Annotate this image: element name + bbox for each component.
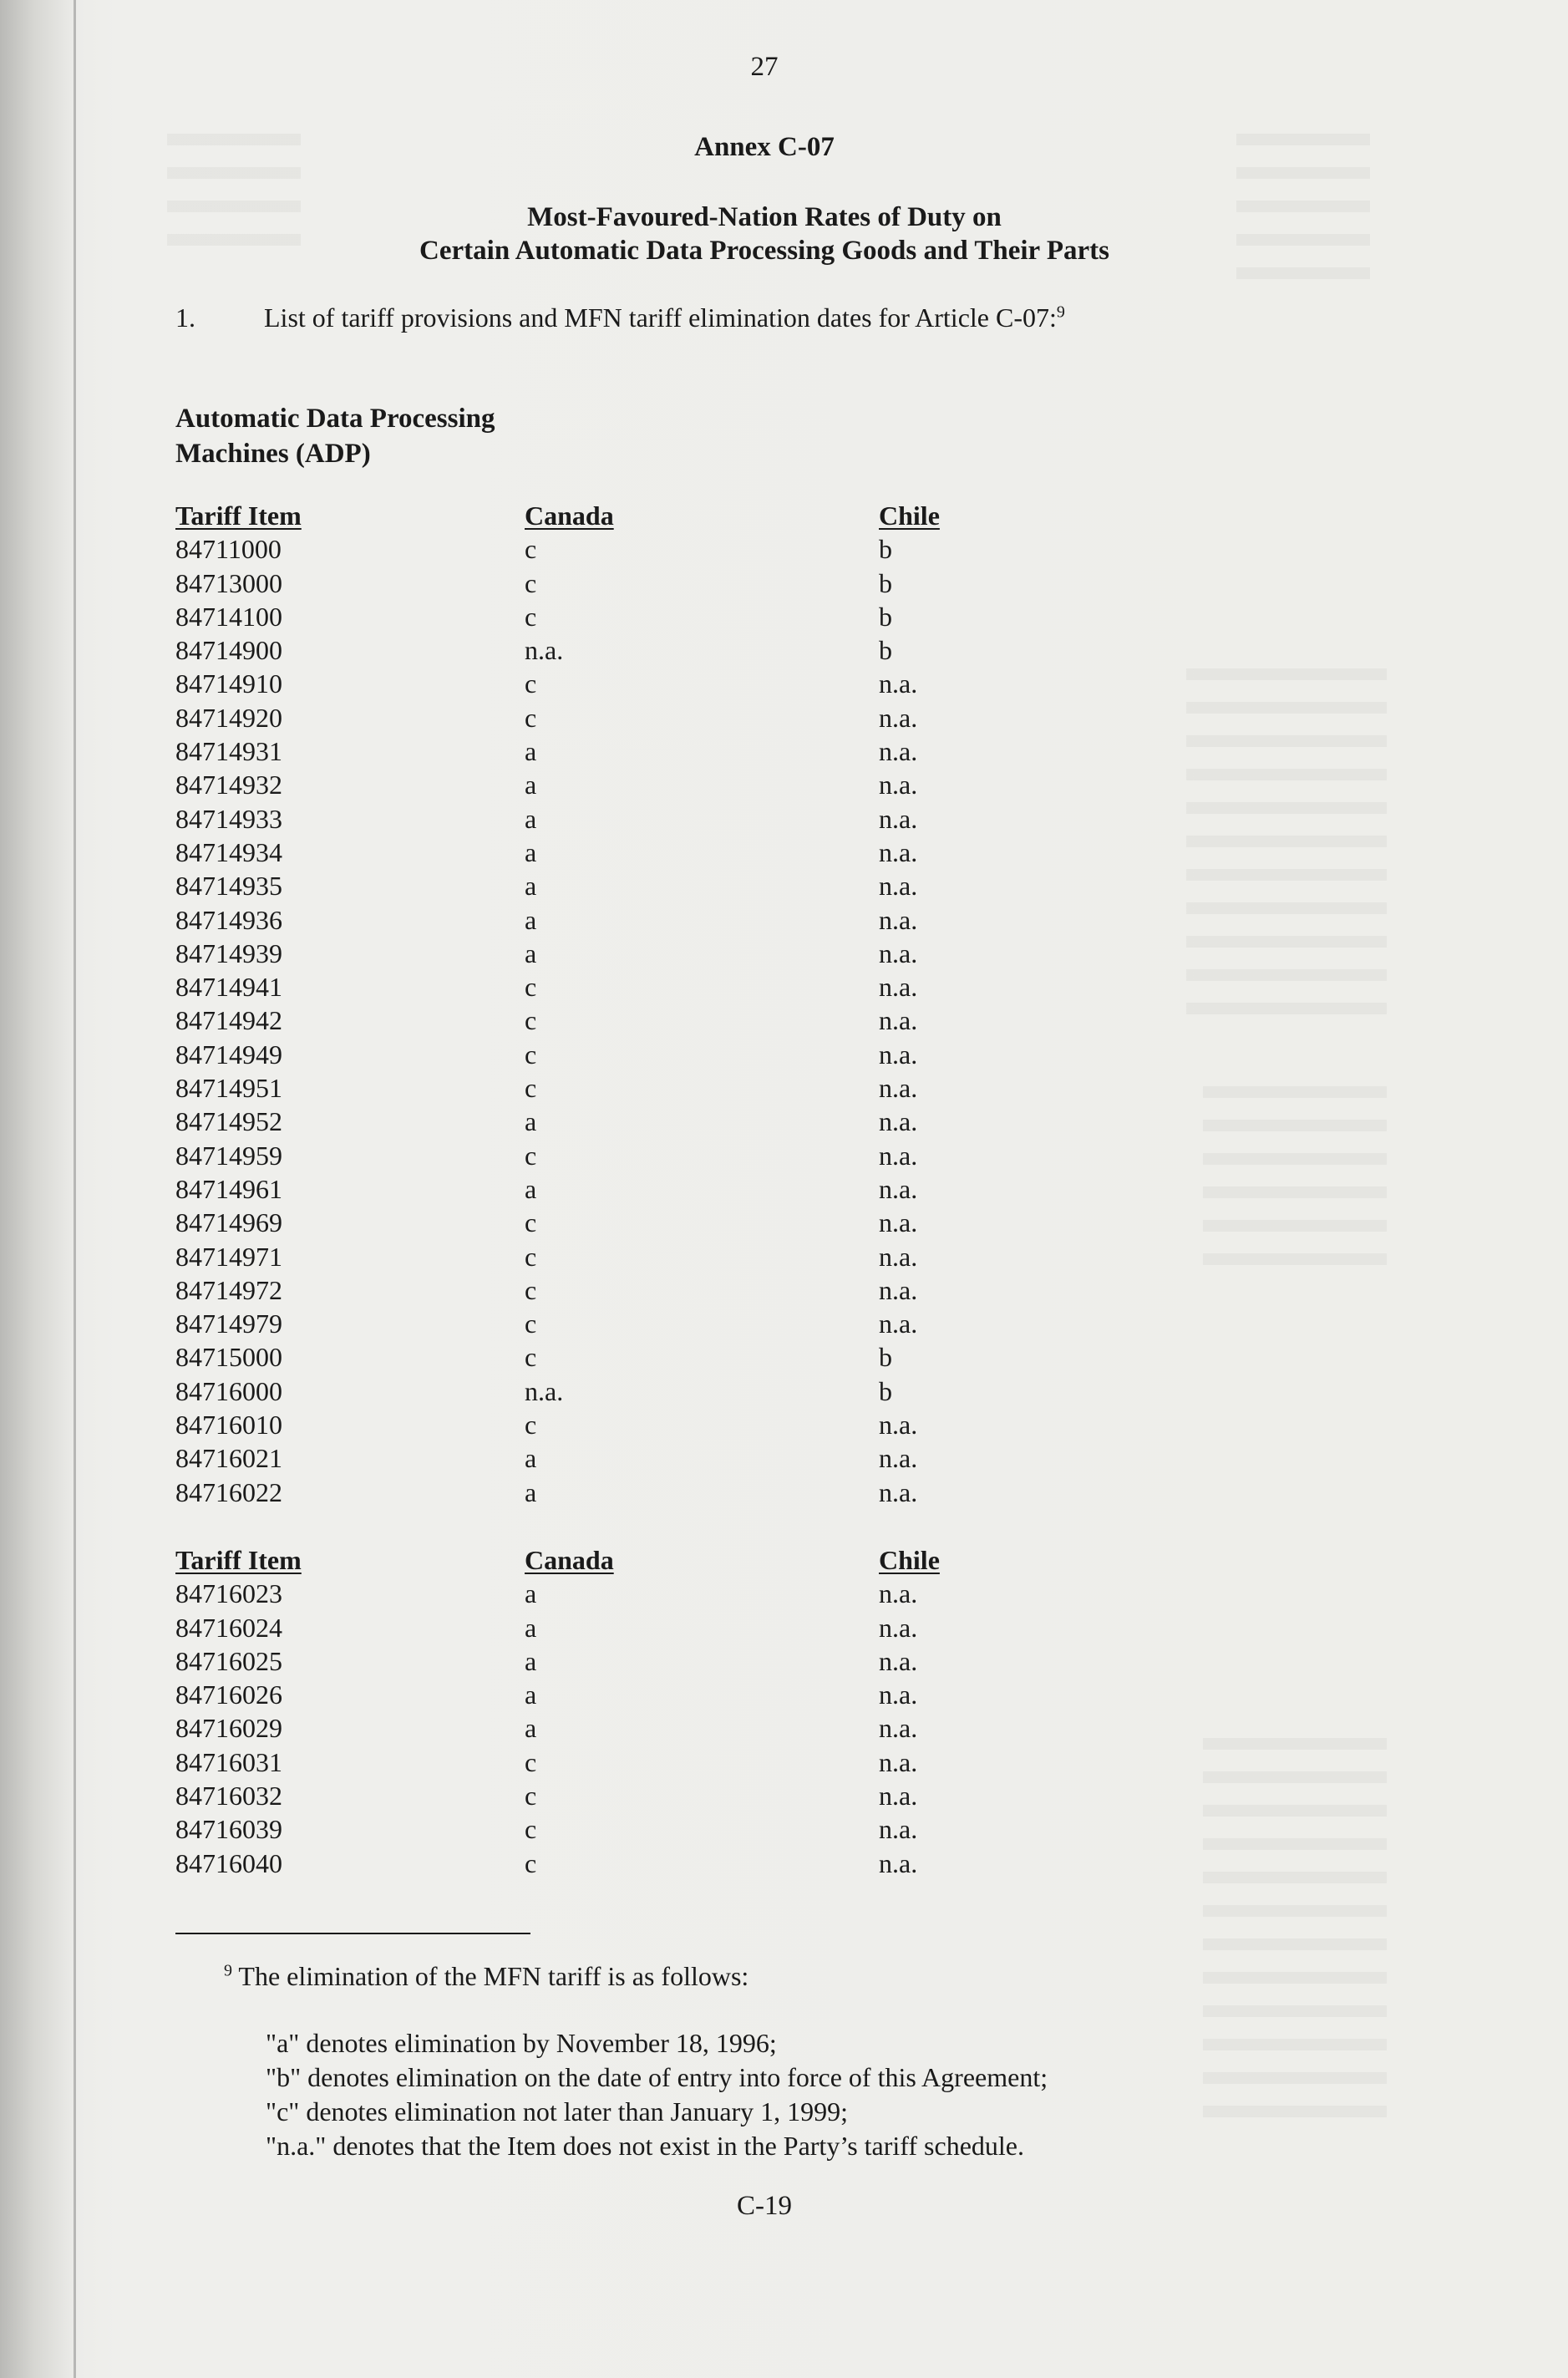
chile-cell: n.a. — [879, 937, 918, 968]
tariff-item-cell: 84716039 — [175, 1814, 282, 1845]
intro-text: List of tariff provisions and MFN tariff elimination dates for Article C-07: — [264, 302, 1057, 333]
column-header-canada: Canada — [525, 500, 614, 531]
canada-cell: c — [525, 1342, 537, 1373]
paragraph-number: 1. — [175, 302, 195, 333]
canada-cell: a — [525, 1645, 537, 1676]
footnote-intro: The elimination of the MFN tariff is as follows: — [238, 1961, 749, 1991]
tariff-item-cell: 84714949 — [175, 1039, 282, 1070]
section-title — [175, 401, 495, 471]
annex-heading: Annex C-07 — [694, 132, 835, 162]
tariff-item-cell: 84714961 — [175, 1173, 282, 1204]
canada-cell: n.a. — [525, 1375, 564, 1406]
canada-cell: a — [525, 1612, 537, 1643]
tariff-item-cell: 84716026 — [175, 1679, 282, 1710]
canada-cell: c — [525, 1274, 537, 1305]
chile-cell: n.a. — [879, 1476, 918, 1507]
tariff-item-cell: 84714910 — [175, 668, 282, 699]
tariff-item-cell: 84714900 — [175, 635, 282, 666]
canada-cell: c — [525, 702, 537, 733]
canada-cell: c — [525, 534, 537, 565]
chile-cell: n.a. — [879, 1207, 918, 1238]
chile-cell: n.a. — [879, 1173, 918, 1204]
title-line-1: Most-Favoured-Nation Rates of Duty on — [527, 202, 1002, 232]
footnote-reference: 9 — [1056, 302, 1065, 322]
chile-cell: n.a. — [879, 1645, 918, 1676]
chile-cell: n.a. — [879, 1005, 918, 1036]
tariff-item-cell: 84714972 — [175, 1274, 282, 1305]
canada-cell: a — [525, 1713, 537, 1744]
chile-cell: b — [879, 1342, 892, 1373]
canada-cell: c — [525, 1814, 537, 1845]
chile-cell: b — [879, 534, 892, 565]
chile-cell: n.a. — [879, 803, 918, 834]
tariff-item-cell: 84716010 — [175, 1410, 282, 1441]
canada-cell: c — [525, 601, 537, 632]
chile-cell: n.a. — [879, 1713, 918, 1744]
intro-paragraph — [175, 301, 1065, 334]
canada-cell: c — [525, 1746, 537, 1777]
chile-cell: n.a. — [879, 1814, 918, 1845]
tariff-item-cell: 84714941 — [175, 972, 282, 1003]
column-header-chile: Chile — [879, 1545, 940, 1575]
footnote-line-a: "a" denotes elimination by November 18, 1996; — [266, 2028, 777, 2058]
chile-cell: n.a. — [879, 1443, 918, 1474]
show-through-block — [1186, 668, 1387, 1019]
canada-cell: c — [525, 567, 537, 598]
tariff-item-cell: 84716000 — [175, 1375, 282, 1406]
title-line-2: Certain Automatic Data Processing Goods and Their Parts — [419, 236, 1109, 266]
chile-cell: b — [879, 635, 892, 666]
chile-cell: n.a. — [879, 1578, 918, 1609]
tariff-item-cell: 84714934 — [175, 836, 282, 867]
page-number: 27 — [750, 52, 779, 82]
tariff-item-cell: 84716031 — [175, 1746, 282, 1777]
canada-cell: a — [525, 937, 537, 968]
footnote-definitions — [266, 2026, 1048, 2163]
footer-page-number: C-19 — [737, 2191, 792, 2221]
chile-cell: n.a. — [879, 1241, 918, 1272]
chile-cell: n.a. — [879, 1847, 918, 1878]
canada-cell: a — [525, 1106, 537, 1137]
canada-cell: a — [525, 1173, 537, 1204]
chile-cell: n.a. — [879, 904, 918, 935]
chile-cell: n.a. — [879, 1274, 918, 1305]
chile-cell: n.a. — [879, 972, 918, 1003]
tariff-item-cell: 84714942 — [175, 1005, 282, 1036]
canada-cell: a — [525, 836, 537, 867]
tariff-item-cell: 84714971 — [175, 1241, 282, 1272]
canada-cell: a — [525, 871, 537, 902]
canada-cell: c — [525, 1410, 537, 1441]
chile-cell: n.a. — [879, 668, 918, 699]
chile-cell: b — [879, 567, 892, 598]
chile-cell: n.a. — [879, 871, 918, 902]
tariff-item-cell: 84714100 — [175, 601, 282, 632]
column-header-canada: Canada — [525, 1545, 614, 1575]
canada-cell: a — [525, 736, 537, 767]
chile-cell: n.a. — [879, 1073, 918, 1104]
show-through-block — [1203, 1738, 1387, 2122]
chile-cell: n.a. — [879, 1679, 918, 1710]
column-header-tariff-item: Tariff Item — [175, 1545, 302, 1575]
tariff-item-cell: 84714932 — [175, 770, 282, 800]
section-title-line-2: Machines (ADP) — [175, 439, 371, 469]
tariff-item-cell: 84716040 — [175, 1847, 282, 1878]
canada-cell: c — [525, 1308, 537, 1339]
chile-cell: n.a. — [879, 736, 918, 767]
canada-cell: a — [525, 1679, 537, 1710]
tariff-item-cell: 84715000 — [175, 1342, 282, 1373]
canada-cell: c — [525, 1073, 537, 1104]
footnote — [224, 1959, 748, 1993]
chile-cell: n.a. — [879, 1140, 918, 1171]
chile-cell: b — [879, 1375, 892, 1406]
tariff-item-cell: 84714939 — [175, 937, 282, 968]
chile-cell: n.a. — [879, 1746, 918, 1777]
tariff-item-cell: 84716023 — [175, 1578, 282, 1609]
section-title-line-1: Automatic Data Processing — [175, 404, 495, 434]
footnote-line-na: "n.a." denotes that the Item does not exist in the Party’s tariff schedule. — [266, 2131, 1024, 2161]
tariff-item-cell: 84711000 — [175, 534, 282, 565]
document-title — [0, 201, 1529, 267]
chile-cell: n.a. — [879, 1308, 918, 1339]
tariff-item-cell: 84716022 — [175, 1476, 282, 1507]
canada-cell: c — [525, 1207, 537, 1238]
canada-cell: a — [525, 803, 537, 834]
footnote-line-c: "c" denotes elimination not later than January 1, 1999; — [266, 2096, 849, 2126]
canada-cell: c — [525, 1039, 537, 1070]
chile-cell: n.a. — [879, 1612, 918, 1643]
chile-cell: n.a. — [879, 1781, 918, 1811]
canada-cell: a — [525, 1443, 537, 1474]
tariff-item-cell: 84714933 — [175, 803, 282, 834]
chile-cell: n.a. — [879, 702, 918, 733]
tariff-item-cell: 84714936 — [175, 904, 282, 935]
tariff-item-cell: 84714931 — [175, 736, 282, 767]
canada-cell: n.a. — [525, 635, 564, 666]
tariff-item-cell: 84714952 — [175, 1106, 282, 1137]
canada-cell: a — [525, 770, 537, 800]
canada-cell: c — [525, 1847, 537, 1878]
binding-spine-shadow — [74, 0, 76, 2378]
chile-cell: n.a. — [879, 1106, 918, 1137]
canada-cell: c — [525, 1140, 537, 1171]
column-header-tariff-item: Tariff Item — [175, 500, 302, 531]
footnote-line-b: "b" denotes elimination on the date of entry into force of this Agreement; — [266, 2062, 1048, 2092]
canada-cell: c — [525, 1781, 537, 1811]
tariff-item-cell: 84714979 — [175, 1308, 282, 1339]
chile-cell: n.a. — [879, 1039, 918, 1070]
canada-cell: a — [525, 1578, 537, 1609]
tariff-item-cell: 84716024 — [175, 1612, 282, 1643]
tariff-item-cell: 84713000 — [175, 567, 282, 598]
tariff-item-cell: 84714959 — [175, 1140, 282, 1171]
canada-cell: a — [525, 1476, 537, 1507]
canada-cell: c — [525, 1005, 537, 1036]
canada-cell: c — [525, 1241, 537, 1272]
canada-cell: c — [525, 972, 537, 1003]
tariff-item-cell: 84716021 — [175, 1443, 282, 1474]
canada-cell: c — [525, 668, 537, 699]
tariff-item-cell: 84714920 — [175, 702, 282, 733]
chile-cell: n.a. — [879, 1410, 918, 1441]
footnote-separator — [175, 1933, 530, 1934]
tariff-item-cell: 84716029 — [175, 1713, 282, 1744]
tariff-item-cell: 84714969 — [175, 1207, 282, 1238]
footnote-marker: 9 — [224, 1961, 232, 1980]
canada-cell: a — [525, 904, 537, 935]
tariff-item-cell: 84716025 — [175, 1645, 282, 1676]
column-header-chile: Chile — [879, 500, 940, 531]
tariff-item-cell: 84714951 — [175, 1073, 282, 1104]
chile-cell: n.a. — [879, 836, 918, 867]
tariff-item-cell: 84714935 — [175, 871, 282, 902]
chile-cell: n.a. — [879, 770, 918, 800]
chile-cell: b — [879, 601, 892, 632]
show-through-block — [1203, 1086, 1387, 1270]
tariff-item-cell: 84716032 — [175, 1781, 282, 1811]
